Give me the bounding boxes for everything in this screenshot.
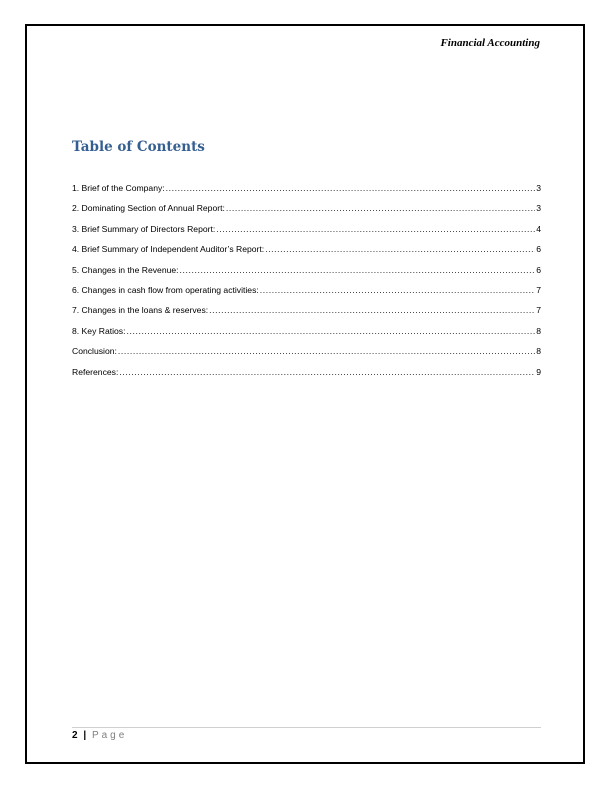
- toc-entry-cash-flow[interactable]: [72, 285, 541, 305]
- toc-entry-page: 6: [536, 264, 541, 275]
- toc-entry-page: 7: [536, 284, 541, 295]
- toc-entry-brief-of-company[interactable]: [72, 183, 541, 203]
- toc-entry-title: Conclusion:: [72, 346, 117, 357]
- toc-entry-page: 9: [536, 366, 541, 377]
- toc-entry-page: 8: [536, 346, 541, 357]
- table-of-contents: [72, 183, 541, 387]
- toc-entry-title: 6. Changes in cash flow from operating activities:: [72, 284, 259, 295]
- running-header: Financial Accounting: [440, 37, 540, 49]
- toc-dot-leader: [209, 305, 535, 315]
- toc-entry-page: 8: [536, 325, 541, 336]
- toc-dot-leader: [166, 183, 536, 193]
- toc-entry-page: 4: [536, 223, 541, 234]
- toc-entry-auditors-report[interactable]: [72, 244, 541, 264]
- page-footer: [72, 730, 127, 741]
- toc-heading: Table of Contents: [72, 139, 205, 155]
- toc-entry-title: 2. Dominating Section of Annual Report:: [72, 203, 225, 214]
- toc-dot-leader: [180, 265, 536, 275]
- toc-entry-page: 3: [536, 203, 541, 214]
- toc-entry-title: References:: [72, 366, 119, 377]
- footer-page-number: 2: [72, 730, 78, 741]
- toc-entry-key-ratios[interactable]: [72, 326, 541, 346]
- toc-entry-title: 7. Changes in the loans & reserves:: [72, 305, 209, 316]
- toc-entry-directors-report[interactable]: [72, 224, 541, 244]
- toc-entry-title: 3. Brief Summary of Directors Report:: [72, 223, 216, 234]
- toc-entry-title: 1. Brief of the Company:: [72, 183, 165, 193]
- toc-entry-page: 3: [536, 183, 541, 193]
- toc-entry-conclusion[interactable]: [72, 346, 541, 366]
- toc-dot-leader: [265, 244, 535, 254]
- toc-dot-leader: [216, 224, 535, 234]
- toc-entry-references[interactable]: [72, 367, 541, 387]
- footer-separator: |: [83, 730, 87, 741]
- footer-divider: [72, 727, 541, 728]
- toc-entry-loans-reserves[interactable]: [72, 305, 541, 325]
- toc-entry-title: 8. Key Ratios:: [72, 325, 126, 336]
- toc-entry-page: 6: [536, 244, 541, 255]
- toc-dot-leader: [226, 203, 535, 213]
- toc-dot-leader: [127, 326, 536, 336]
- toc-dot-leader: [119, 367, 535, 377]
- footer-page-label: Page: [91, 730, 128, 741]
- toc-entry-changes-revenue[interactable]: [72, 265, 541, 285]
- toc-dot-leader: [118, 346, 535, 356]
- toc-entry-dominating-section[interactable]: [72, 203, 541, 223]
- toc-entry-title: 5. Changes in the Revenue:: [72, 264, 179, 275]
- toc-dot-leader: [260, 285, 535, 295]
- toc-entry-page: 7: [536, 305, 541, 316]
- page-border: [25, 24, 585, 764]
- toc-entry-title: 4. Brief Summary of Independent Auditor’s Report:: [72, 244, 265, 255]
